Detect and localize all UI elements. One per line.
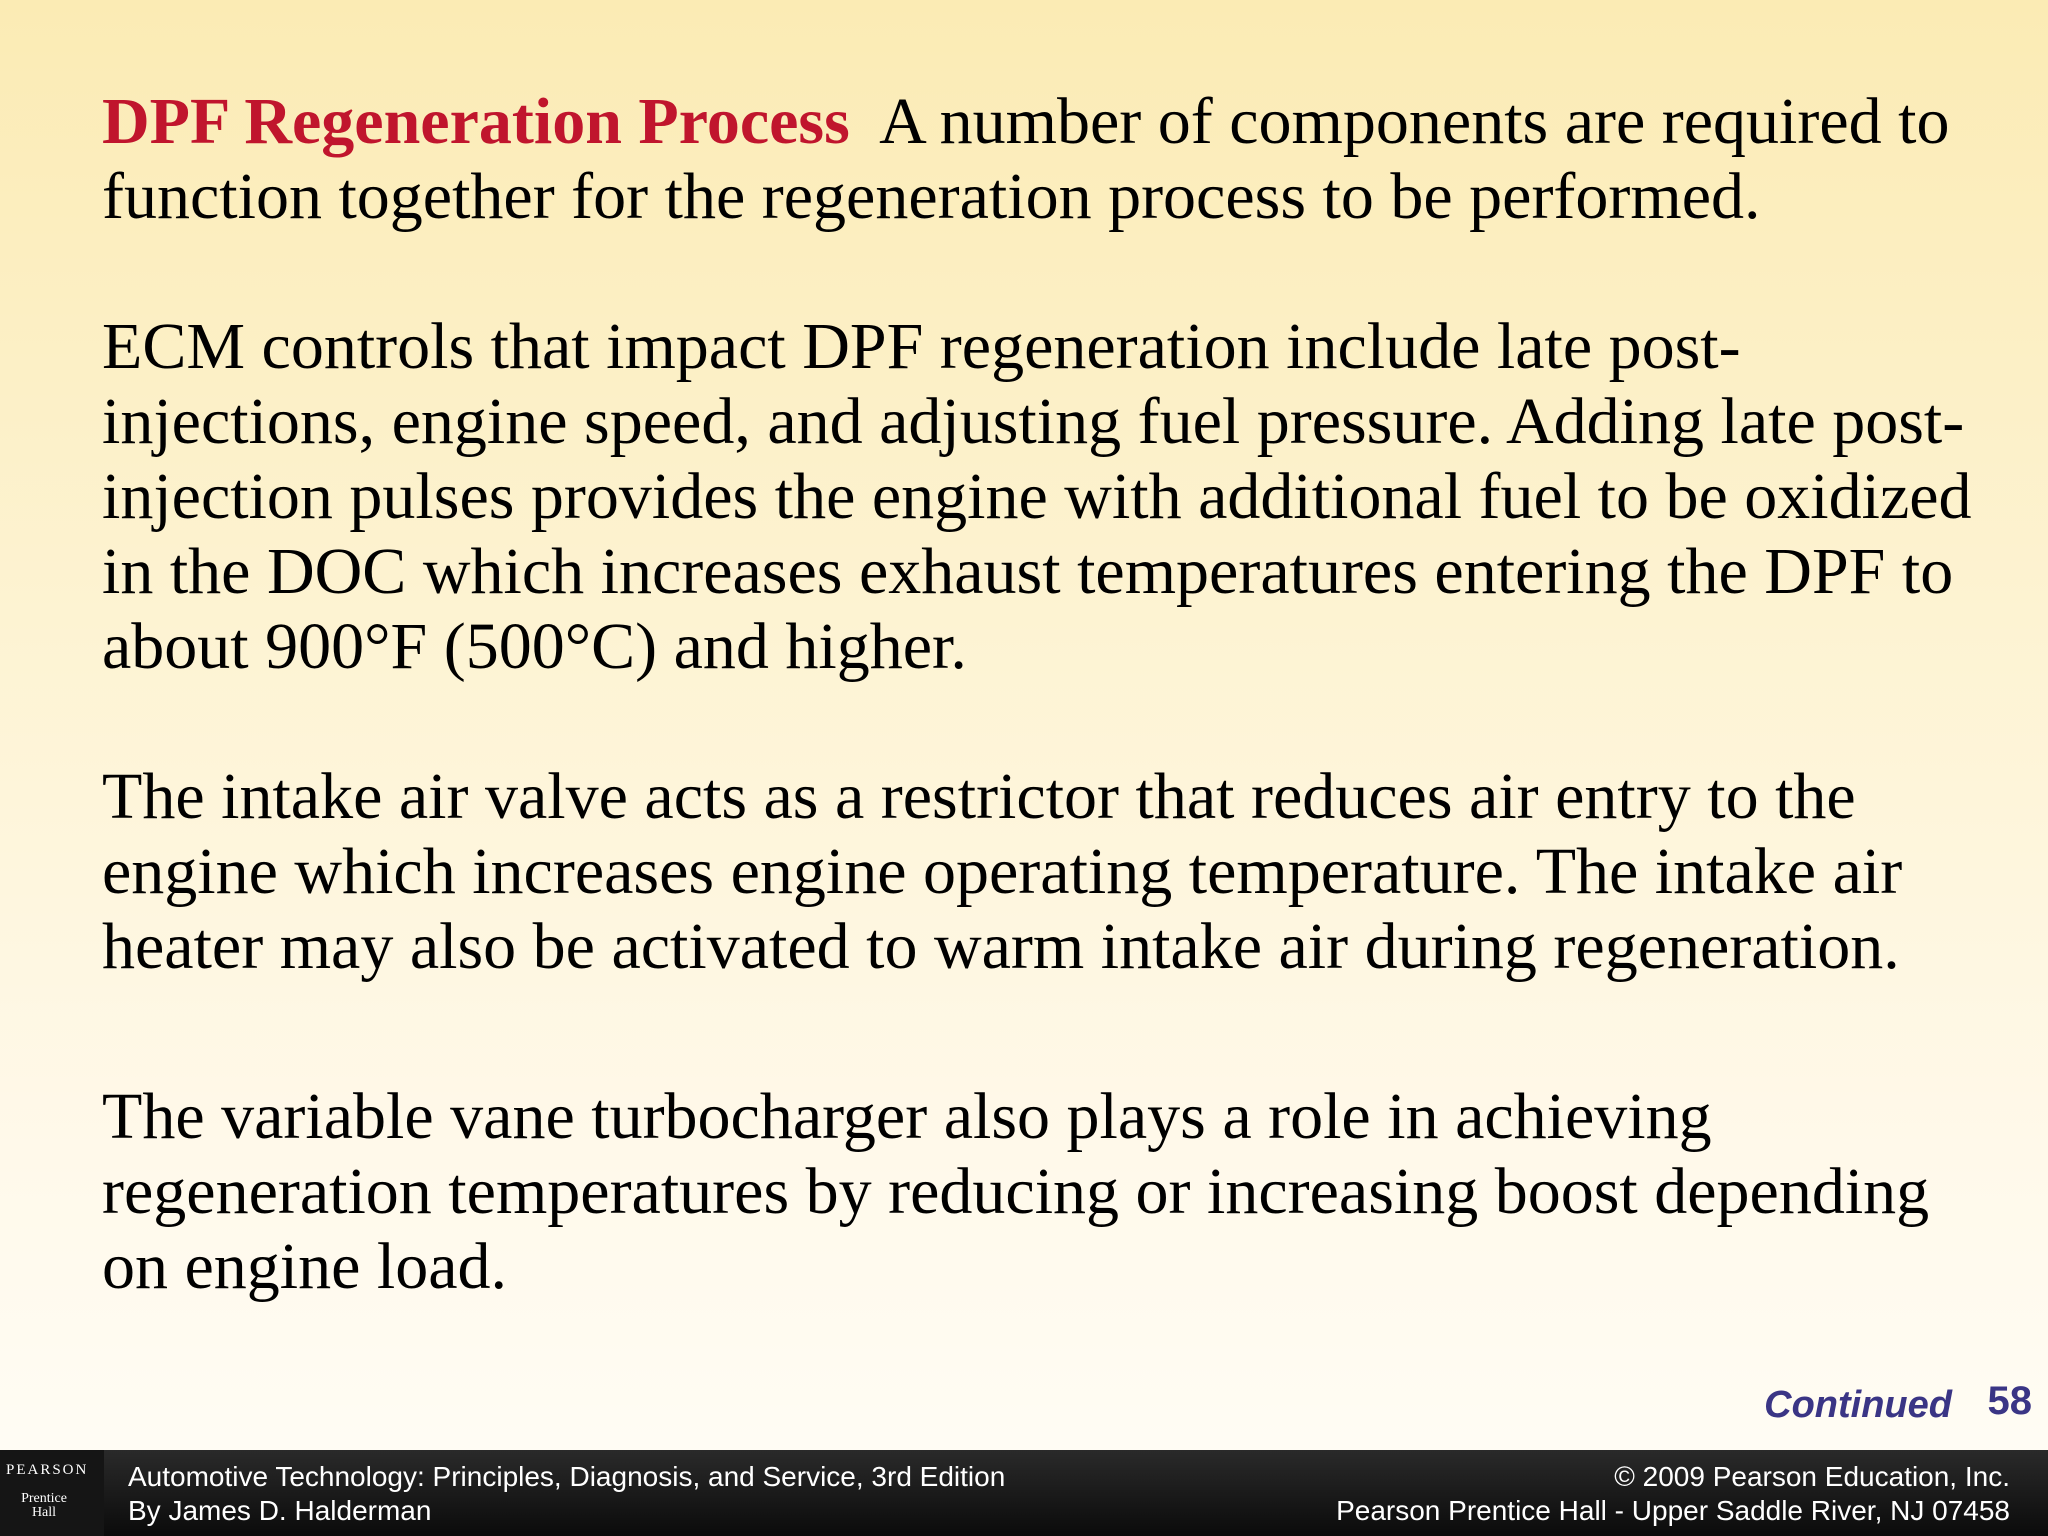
slide-title: DPF Regeneration Process [102,85,850,158]
intake-paragraph: The intake air valve acts as a restrictor that reduces air entry to the engine which increases engine operating temperature. The intake air heater may also be activated to warm intake air during regeneration. [102,760,1903,983]
slide-body [102,84,2002,1304]
intro-text: A number of components are required to function together for the regeneration process to be performed. [102,85,1950,233]
footer-right [1336,1460,2010,1528]
ecm-paragraph: ECM controls that impact DPF regeneration include late post-injections, engine speed, and adjusting fuel pressure. Adding late post-injection pulses provides the engine with additional fuel to be oxidized in the DOC which increases exhaust temperatures entering the DPF to about 900°F (500°C) and higher. [102,310,1972,683]
footer-bar [0,1450,2048,1536]
copyright: © 2009 Pearson Education, Inc. [1614,1461,2010,1492]
footer-left [128,1460,1005,1528]
logo-imprint: Prentice Hall [21,1491,67,1520]
pearson-logo [0,1450,104,1536]
turbo-paragraph: The variable vane turbocharger also plays a role in achieving regeneration temperatures by reducing or increasing boost depending on engine load. [102,1080,1930,1303]
author: By James D. Halderman [128,1495,432,1526]
publisher-address: Pearson Prentice Hall - Upper Saddle River, NJ 07458 [1336,1495,2010,1526]
logo-brand: PEARSON [6,1462,89,1478]
intro-paragraph [102,84,2002,234]
page-number: 58 [1987,1379,2032,1423]
continued-label: Continued [1764,1384,1952,1426]
book-title: Automotive Technology: Principles, Diagnosis, and Service, 3rd Edition [128,1461,1006,1492]
